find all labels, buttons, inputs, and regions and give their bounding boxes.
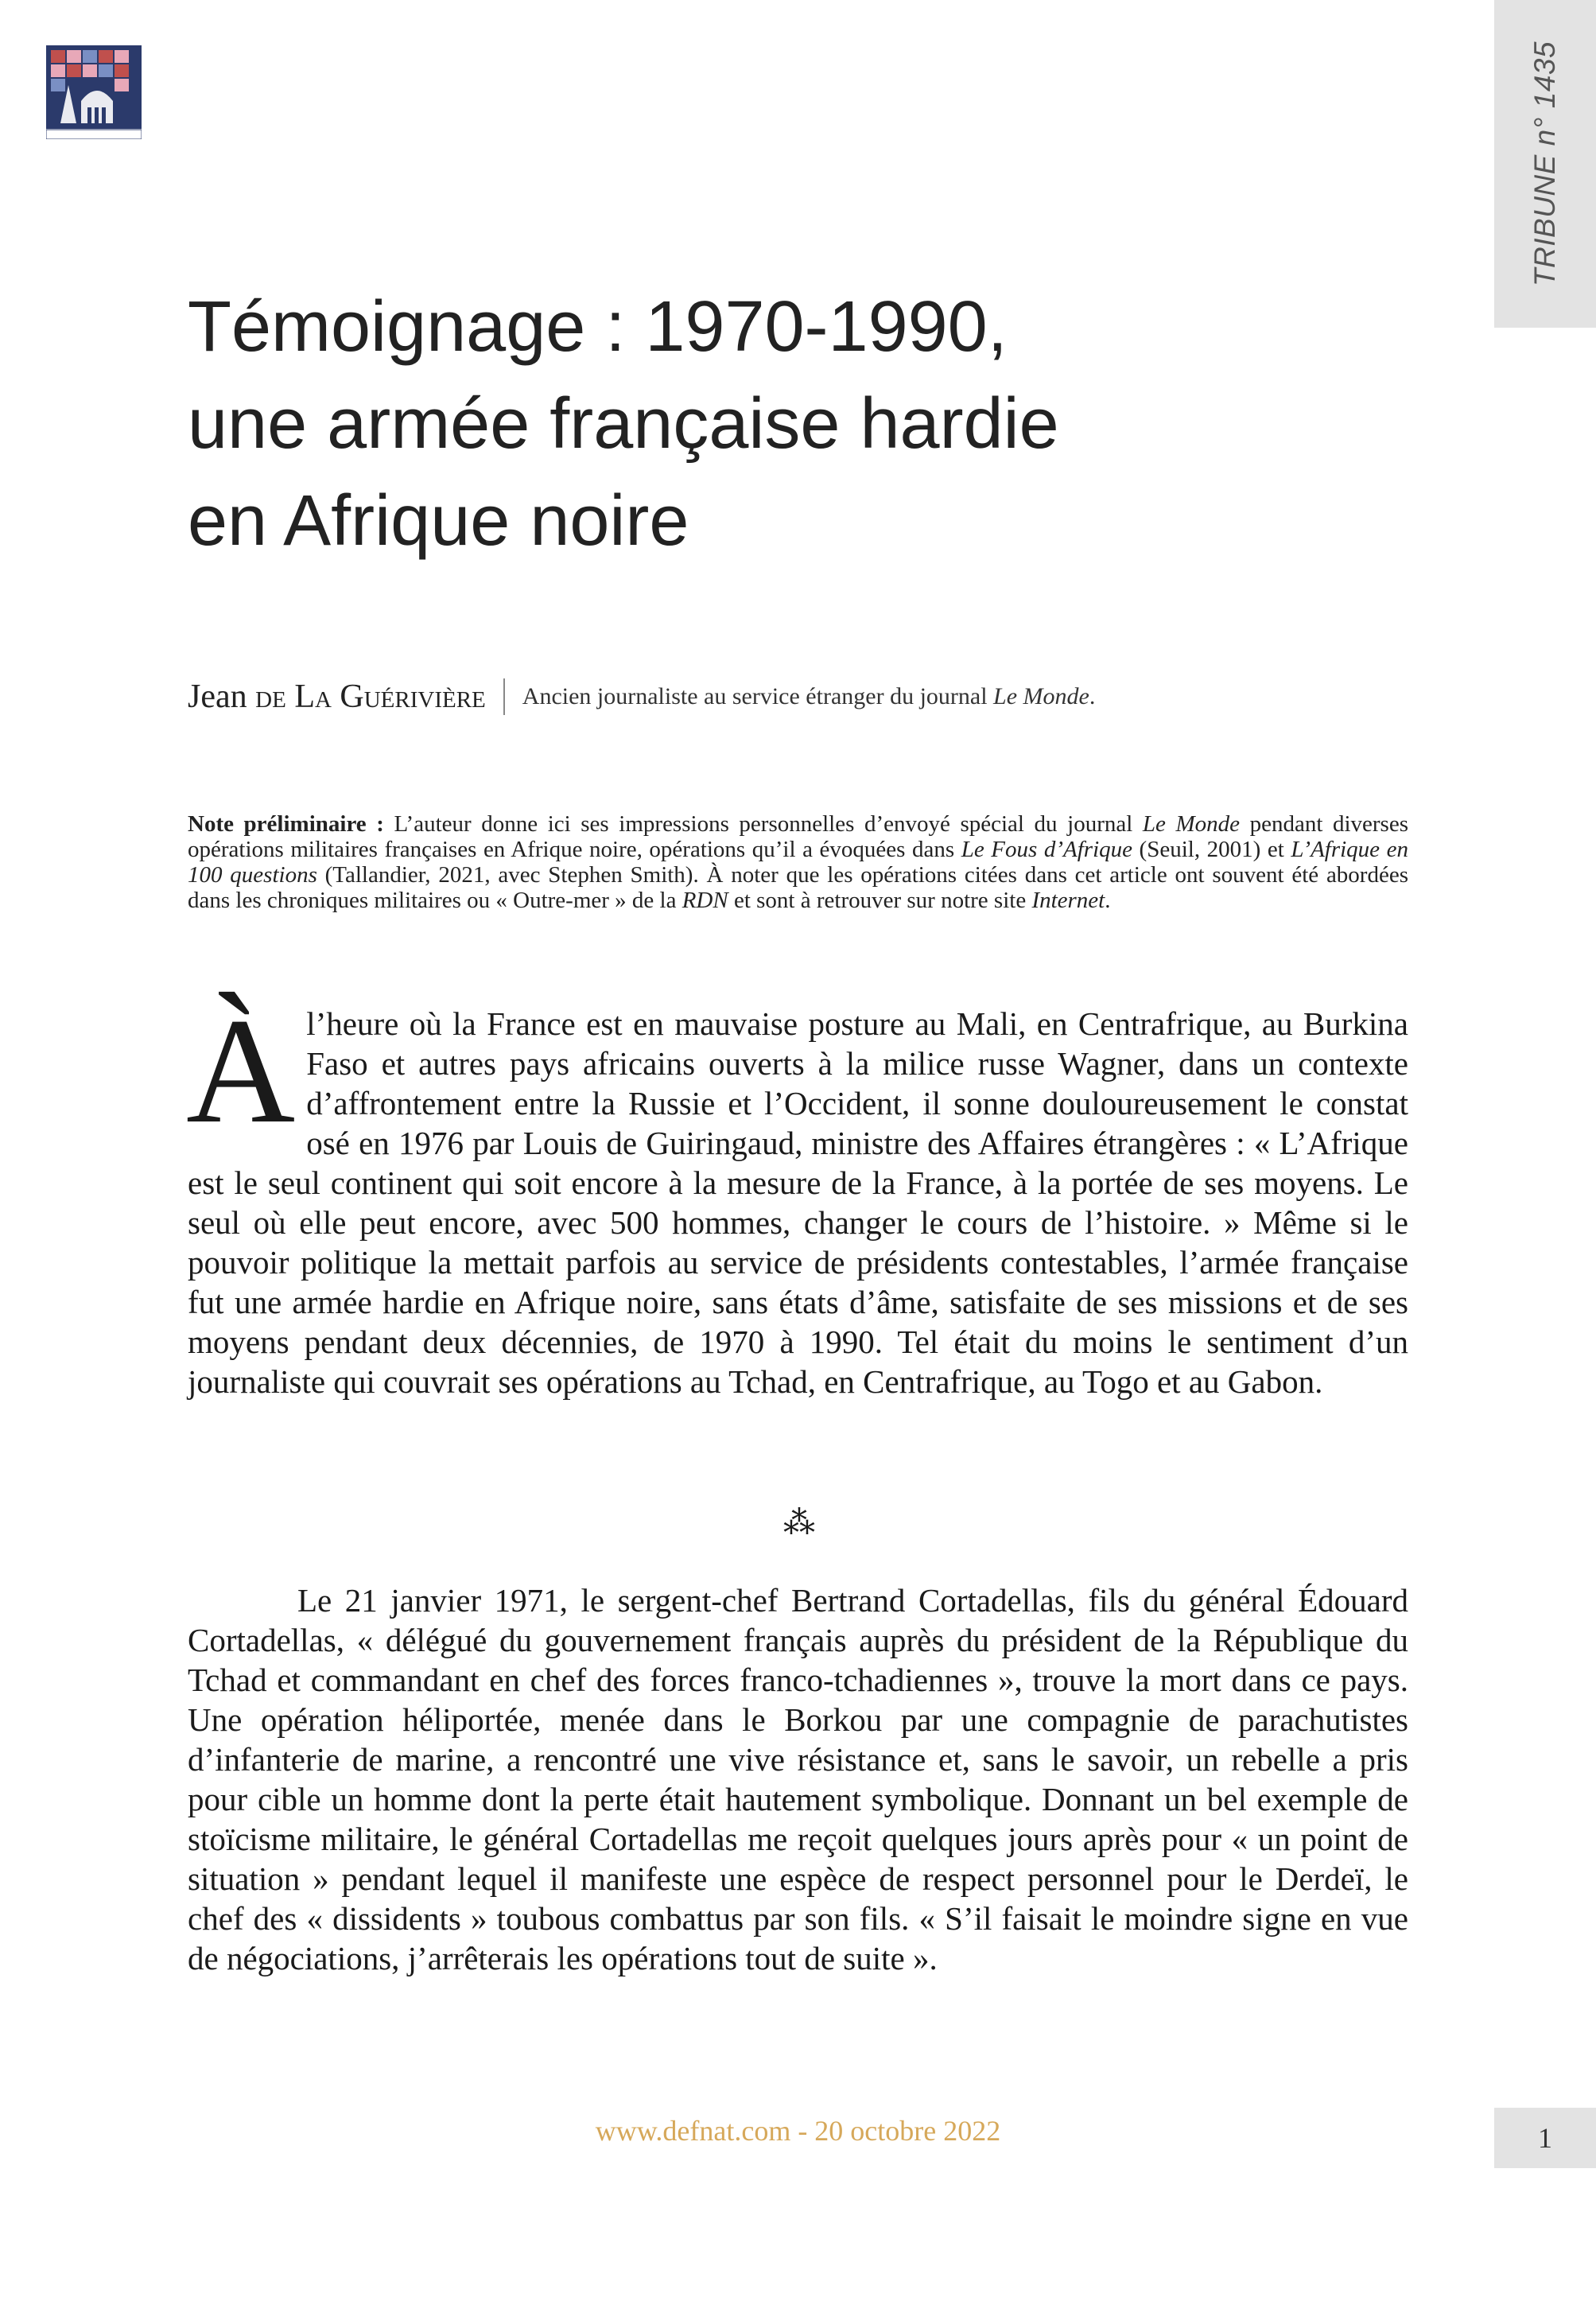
note-italic: RDN bbox=[682, 888, 728, 913]
author-first-name: Jean bbox=[188, 678, 247, 715]
preliminary-note bbox=[188, 811, 1408, 913]
affiliation-newspaper: Le Monde bbox=[993, 683, 1089, 709]
tribune-number-label: TRIBUNE n° 1435 bbox=[1528, 41, 1561, 287]
note-italic: Le Monde bbox=[1142, 811, 1240, 837]
note-text: (Seuil, 2001) et bbox=[1132, 837, 1291, 862]
note-text: L’auteur donne ici ses impressions personnelles d’envoyé spécial du journal bbox=[383, 811, 1143, 837]
page-number: 1 bbox=[1538, 2122, 1552, 2154]
drop-cap: À bbox=[186, 988, 296, 1155]
byline-divider bbox=[503, 678, 505, 715]
title-line-2: une armée française hardie bbox=[188, 384, 1059, 464]
footer-source: www.defnat.com - 20 octobre 2022 bbox=[595, 2115, 1001, 2147]
body-paragraph-2: Le 21 janvier 1971, le sergent-chef Bertrand Cortadellas, fils du général Édouard Cortadellas, « délégué du gouvernement français auprès du président de la République du Tchad et commandant en chef des forces franco-tchadiennes », trouve la mort dans ce pays. Une opération héliportée, menée dans le Borkou par une compagnie de parachutistes d’infanterie de marine, a rencontré une vive résistance et, sans le savoir, un rebelle a pris pour cible un homme dont la perte était hautement symbolique. Donnant un bel exemple de stoïcisme militaire, le général Cortadellas me reçoit quelques jours après pour « un point de situation » pendant lequel il manifeste une espèce de respect personnel pour le Derdeï, le chef des « dissidents » toubous combattus par son fils. « S’il faisait le moindre signe en vue de négociations, j’arrêterais les opérations tout de suite ». bbox=[188, 1582, 1408, 1976]
author-name bbox=[188, 678, 486, 716]
author-last-name: La Guérivière bbox=[294, 678, 486, 715]
body-paragraph-1 bbox=[186, 988, 1408, 1401]
note-text: pendant diverses opérations militaires françaises en Afrique noire, opérations qu’il a évoquées dans bbox=[188, 811, 1408, 862]
title-line-3: en Afrique noire bbox=[188, 481, 689, 561]
note-italic: L’Afrique en 100 questions bbox=[188, 837, 1408, 888]
byline bbox=[188, 678, 1420, 716]
article-title bbox=[188, 278, 1380, 569]
page-number-box bbox=[1494, 2108, 1596, 2168]
logo-graphic bbox=[46, 45, 142, 139]
note-text: et sont à retrouver sur notre site bbox=[728, 888, 1032, 913]
author-particle: de bbox=[255, 678, 286, 715]
note-text: . bbox=[1105, 888, 1111, 913]
note-label: Note préliminaire : bbox=[188, 811, 384, 837]
title-line-1: Témoignage : 1970-1990, bbox=[188, 287, 1008, 367]
affiliation-text: Ancien journaliste au service étranger du journal bbox=[522, 683, 994, 709]
note-italic: Internet bbox=[1031, 888, 1105, 913]
affiliation-end: . bbox=[1089, 683, 1096, 709]
section-separator: ⁂ bbox=[783, 1505, 815, 1541]
paragraph-1-text: l’heure où la France est en mauvaise posture au Mali, en Centrafrique, au Burkina Faso et autres pays africains ouverts à la milice russe Wagner, dans un contexte d’affrontement entre la Russie et l’Occident, il sonne douloureusement le constat osé en 1976 par Louis de Guiringaud, ministre des Affaires étrangères : « L’Afrique est le seul continent qui soit encore à la mesure de la France, à la portée de ses moyens. Le seul où elle peut encore, avec 500 hommes, changer le cours de l’histoire. » Même si le pouvoir politique la mettait parfois au service de présidents contestables, l’armée française fut une armée hardie en Afrique noire, sans états d’âme, satisfaite de ses missions et de ses moyens pendant deux décennies, de 1970 à 1990. Tel était du moins le sentiment d’un journaliste qui couvrait ses opérations au Tchad, en Centrafrique, au Togo et au Gabon. bbox=[188, 1005, 1408, 1400]
tribune-side-tab bbox=[1494, 0, 1596, 328]
note-italic: Le Fous d’Afrique bbox=[961, 837, 1132, 862]
note-text: (Tallandier, 2021, avec Stephen Smith). À noter que les opérations citées dans cet article ont souvent été abordées dans les chroniques militaires ou « Outre-mer » de la bbox=[188, 862, 1408, 913]
author-affiliation bbox=[522, 683, 1096, 710]
publication-logo bbox=[46, 45, 142, 139]
